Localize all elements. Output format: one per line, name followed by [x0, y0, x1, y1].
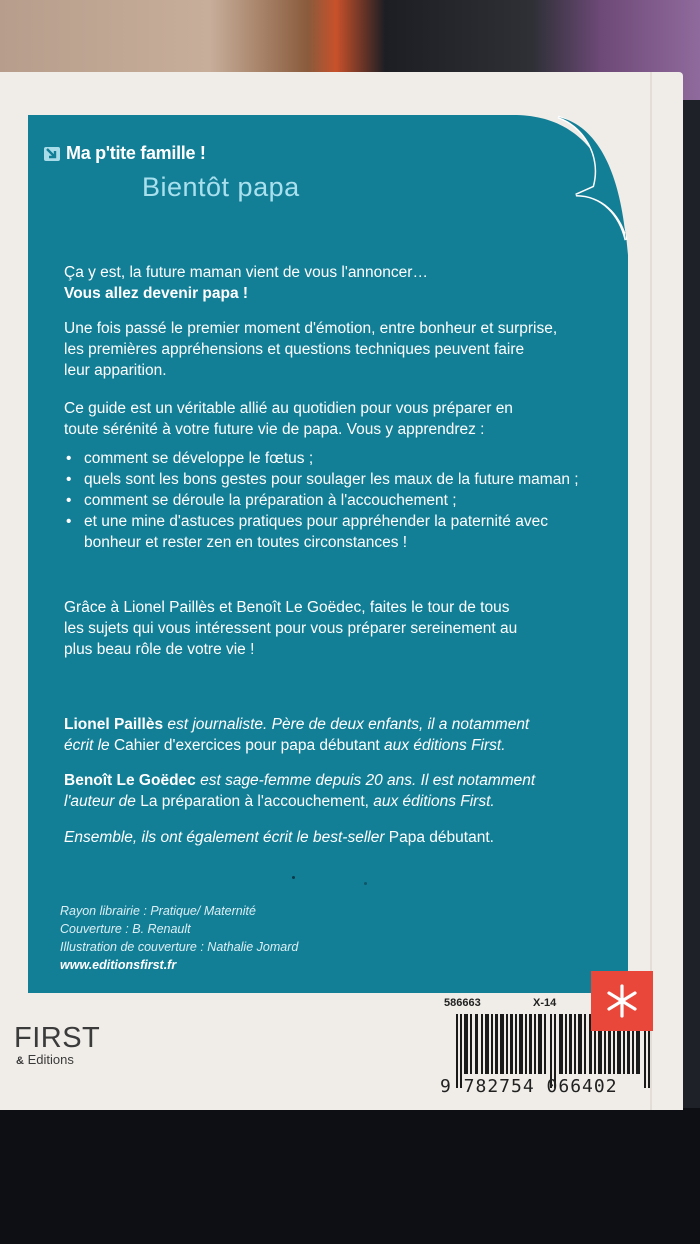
speck [292, 876, 295, 879]
author-bio-text: l'auteur de [64, 793, 141, 810]
author-name: Benoît Le Goëdec [64, 772, 196, 789]
publisher-subtitle [16, 1052, 100, 1067]
paragraph-2 [64, 398, 624, 440]
intro-bold: Vous allez devenir papa ! [64, 285, 249, 302]
paragraph-line: Une fois passé le premier moment d'émotion, entre bonheur et surprise, [64, 320, 558, 337]
book-reference: Papa débutant. [388, 829, 494, 846]
paragraph-line: les premières appréhensions et questions techniques peuvent faire [64, 341, 525, 358]
author-bio-text: aux éditions First. [379, 737, 506, 754]
isbn-number: 9 782754 066402 [440, 1076, 618, 1097]
author-bio-2 [64, 770, 664, 812]
series-name: Ma p'tite famille ! [66, 143, 206, 163]
together-line [64, 827, 664, 848]
intro-line: Ça y est, la future maman vient de vous l'annoncer… [64, 264, 428, 281]
credits [60, 902, 298, 974]
credit-line: Couverture : B. Renault [60, 922, 191, 936]
together-text: Ensemble, ils ont également écrit le best-seller [64, 829, 389, 846]
author-bio-text: est sage-femme depuis 20 ans. Il est notamment [195, 772, 536, 789]
series-label [44, 143, 206, 164]
price-sticker [591, 971, 653, 1031]
bullet-item: • comment se développe le fœtus ; [64, 448, 644, 469]
paragraph-3 [64, 597, 624, 660]
background-right [683, 100, 700, 1110]
author-bio-1 [64, 714, 664, 756]
book-reference: La préparation à l'accouchement, [140, 793, 369, 810]
paragraph-line: toute sérénité à votre future vie de papa. Vous y apprendrez : [64, 421, 485, 438]
book-title: Bientôt papa [142, 172, 300, 202]
publisher-subtitle-text: Editions [27, 1052, 74, 1067]
asterisk-icon [602, 981, 642, 1021]
publisher-mark-icon: & [16, 1055, 24, 1067]
teal-panel [28, 115, 648, 993]
background-surface [0, 1108, 700, 1244]
publisher-logo [14, 1024, 100, 1067]
paragraph-line: les sujets qui vous intéressent pour vous préparer sereinement au [64, 620, 518, 637]
author-bio-text: écrit le [64, 737, 114, 754]
author-bio-text: aux éditions First. [368, 793, 495, 810]
price-code: X-14 [533, 997, 557, 1009]
paragraph-line: Ce guide est un véritable allié au quotidien pour vous préparer en [64, 400, 513, 417]
author-name: Lionel Paillès [64, 716, 164, 733]
bullet-item: • comment se déroule la préparation à l'accouchement ; [64, 490, 644, 511]
bullet-list [64, 448, 644, 553]
author-bio-text: est journaliste. Père de deux enfants, il a notamment [163, 716, 530, 733]
credit-line: Illustration de couverture : Nathalie Jomard [60, 940, 299, 954]
paragraph-line: Grâce à Lionel Paillès et Benoît Le Goëdec, faites le tour de tous [64, 599, 510, 616]
publisher-name: FIRST [14, 1022, 101, 1054]
bullet-item: • quels sont les bons gestes pour soulager les maux de la future maman ; [64, 469, 584, 490]
paragraph-line: plus beau rôle de votre vie ! [64, 641, 255, 658]
cover-fold-line [650, 72, 652, 1110]
bullet-item: • et une mine d'astuces pratiques pour appréhender la paternité avec bonheur et rester zen en toutes circonstances ! [64, 511, 584, 553]
book-reference: Cahier d'exercices pour papa débutant [113, 737, 380, 754]
product-code: 586663 [444, 997, 481, 1009]
paragraph-line: leur apparition. [64, 362, 167, 379]
website-link: www.editionsfirst.fr [60, 958, 177, 972]
credit-line: Rayon librairie : Pratique/ Maternité [60, 904, 256, 918]
arrow-down-right-icon [44, 147, 60, 161]
speck [364, 882, 367, 885]
paragraph-1 [64, 318, 624, 381]
